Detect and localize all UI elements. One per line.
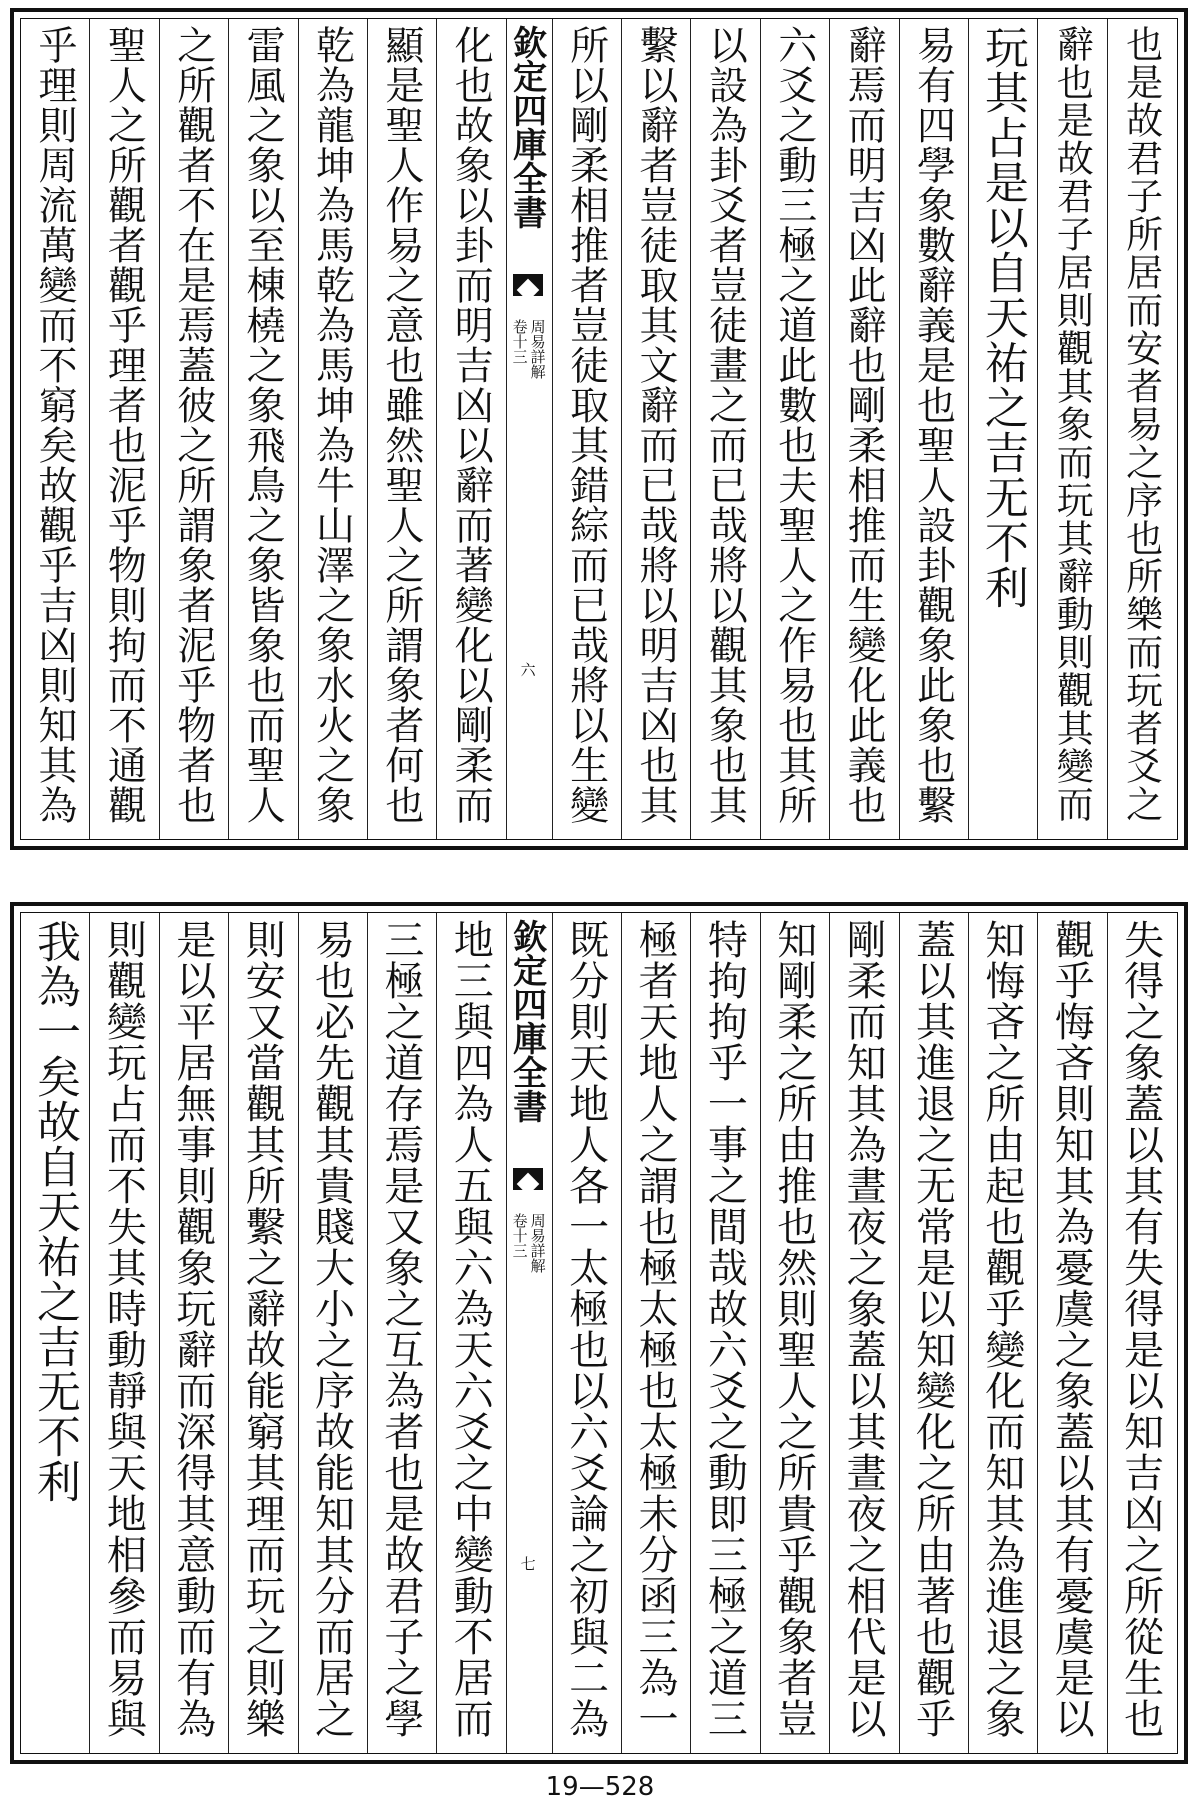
column-text: 觀乎悔吝則知其為憂虞之象蓋以其有憂虞是以 [1048, 919, 1095, 1739]
text-column [830, 19, 899, 839]
text-column [900, 913, 969, 1753]
text-column [368, 913, 437, 1753]
column-text: 三極之道存焉是又象之互為者也是故君子之學 [377, 919, 424, 1739]
column-text: 以設為卦爻者豈徒畫之而已哉將以觀其象也其 [702, 25, 748, 825]
top-page [10, 8, 1188, 850]
column-text: 繫以辭者豈徒取其文辭而已哉將以明吉凶也其 [633, 25, 678, 825]
column-text: 我為一矣故自天祐之吉无不利 [29, 919, 80, 1504]
text-column [229, 913, 298, 1753]
bottom-page-center-strip [507, 913, 553, 1753]
text-column [761, 913, 830, 1753]
text-column [553, 19, 622, 839]
text-column [90, 19, 159, 839]
text-column [21, 19, 90, 839]
column-text: 之所觀者不在是焉蓋彼之所謂象者泥乎物者也 [170, 25, 216, 825]
text-column [1108, 19, 1177, 839]
bottom-text-columns [21, 913, 1177, 1753]
text-column [1038, 913, 1107, 1753]
volume-label: 卷十三 [510, 1213, 529, 1258]
top-text-columns [21, 19, 1177, 839]
column-text: 則觀變玩占而不失其時動靜與天地相參而易與 [100, 919, 147, 1739]
fish-tail-mark-icon [513, 1168, 543, 1190]
text-column [553, 913, 622, 1753]
bottom-page-frame [20, 912, 1178, 1754]
column-text: 辭焉而明吉凶此辭也剛柔相推而生變化此義也 [841, 25, 887, 825]
text-column [761, 19, 830, 839]
column-text: 乎理則周流萬變而不窮矣故觀乎吉凶則知其為 [32, 25, 77, 825]
fish-tail-mark-icon [513, 274, 543, 296]
top-page-center-strip [507, 19, 553, 839]
column-text: 既分則天地人各一太極也以六爻論之初與二為 [562, 919, 609, 1739]
text-column [160, 913, 229, 1753]
text-column [969, 19, 1038, 839]
column-text: 顯是聖人作易之意也雖然聖人之所謂象者何也 [378, 25, 424, 825]
page-footer-number: 19—528 [545, 1772, 655, 1802]
column-text: 特拘拘乎一事之間哉故六爻之動即三極之道三 [701, 919, 748, 1739]
page-number: 六 [520, 661, 536, 679]
text-column [969, 913, 1038, 1753]
column-text: 剛柔而知其為晝夜之象蓋以其晝夜之相代是以 [840, 919, 887, 1739]
column-text: 玩其占是以自天祐之吉无不利 [976, 25, 1028, 610]
text-column [368, 19, 437, 839]
text-column [1038, 19, 1107, 839]
text-column [299, 913, 368, 1753]
text-column [437, 19, 506, 839]
column-text: 化也故象以卦而明吉凶以辭而著變化以剛柔而 [448, 25, 494, 825]
text-column [21, 913, 90, 1753]
book-title: 周易詳解 [528, 319, 547, 379]
text-column [900, 19, 969, 839]
column-text: 失得之象蓋以其有失得是以知吉凶之所從生也 [1117, 919, 1164, 1739]
text-column [229, 19, 298, 839]
column-text: 所以剛柔相推者豈徒取其錯綜而已哉將以生變 [563, 25, 609, 825]
column-text: 是以平居無事則觀象玩辭而深得其意動而有為 [169, 919, 216, 1739]
text-column [437, 913, 506, 1753]
column-text: 辭也是故君子居則觀其象而玩其辭動則觀其變而 [1050, 25, 1094, 823]
book-title: 周易詳解 [528, 1213, 547, 1273]
column-text: 六爻之動三極之道此數也夫聖人之作易也其所 [771, 25, 817, 825]
header-title: 欽定四庫全書 [506, 919, 547, 1123]
text-column [160, 19, 229, 839]
column-text: 雷風之象以至棟橈之象飛鳥之象皆象也而聖人 [240, 25, 286, 825]
column-text: 蓋以其進退之无常是以知變化之所由著也觀乎 [909, 919, 956, 1739]
column-text: 乾為龍坤為馬乾為馬坤為牛山澤之象水火之象 [309, 25, 355, 825]
page-number: 七 [520, 1555, 536, 1573]
column-text: 聖人之所觀者觀乎理者也泥乎物則拘而不通觀 [101, 25, 147, 825]
column-text: 易有四學象數辭義是也聖人設卦觀象此象也繫 [910, 25, 956, 825]
text-column [830, 913, 899, 1753]
column-text: 則安又當觀其所繫之辭故能窮其理而玩之則樂 [239, 919, 286, 1739]
column-text: 知剛柔之所由推也然則聖人之所貴乎觀象者豈 [770, 919, 817, 1739]
text-column [622, 19, 691, 839]
text-column [622, 913, 691, 1753]
text-column [90, 913, 159, 1753]
volume-label: 卷十三 [510, 319, 529, 364]
top-page-frame [20, 18, 1178, 840]
column-text: 知悔吝之所由起也觀乎變化而知其為進退之象 [978, 919, 1025, 1739]
header-title: 欽定四庫全書 [506, 25, 547, 229]
column-text: 易也必先觀其貴賤大小之序故能知其分而居之 [308, 919, 355, 1739]
text-column [691, 19, 760, 839]
text-column [691, 913, 760, 1753]
column-text: 也是故君子所居而安者易之序也所樂而玩者爻之 [1119, 25, 1163, 823]
column-text: 極者天地人之謂也極太極也太極未分函三為一 [632, 919, 678, 1739]
text-column [299, 19, 368, 839]
bottom-page [10, 902, 1188, 1764]
text-column [1108, 913, 1177, 1753]
column-text: 地三與四為人五與六為天六爻之中變動不居而 [447, 919, 494, 1739]
